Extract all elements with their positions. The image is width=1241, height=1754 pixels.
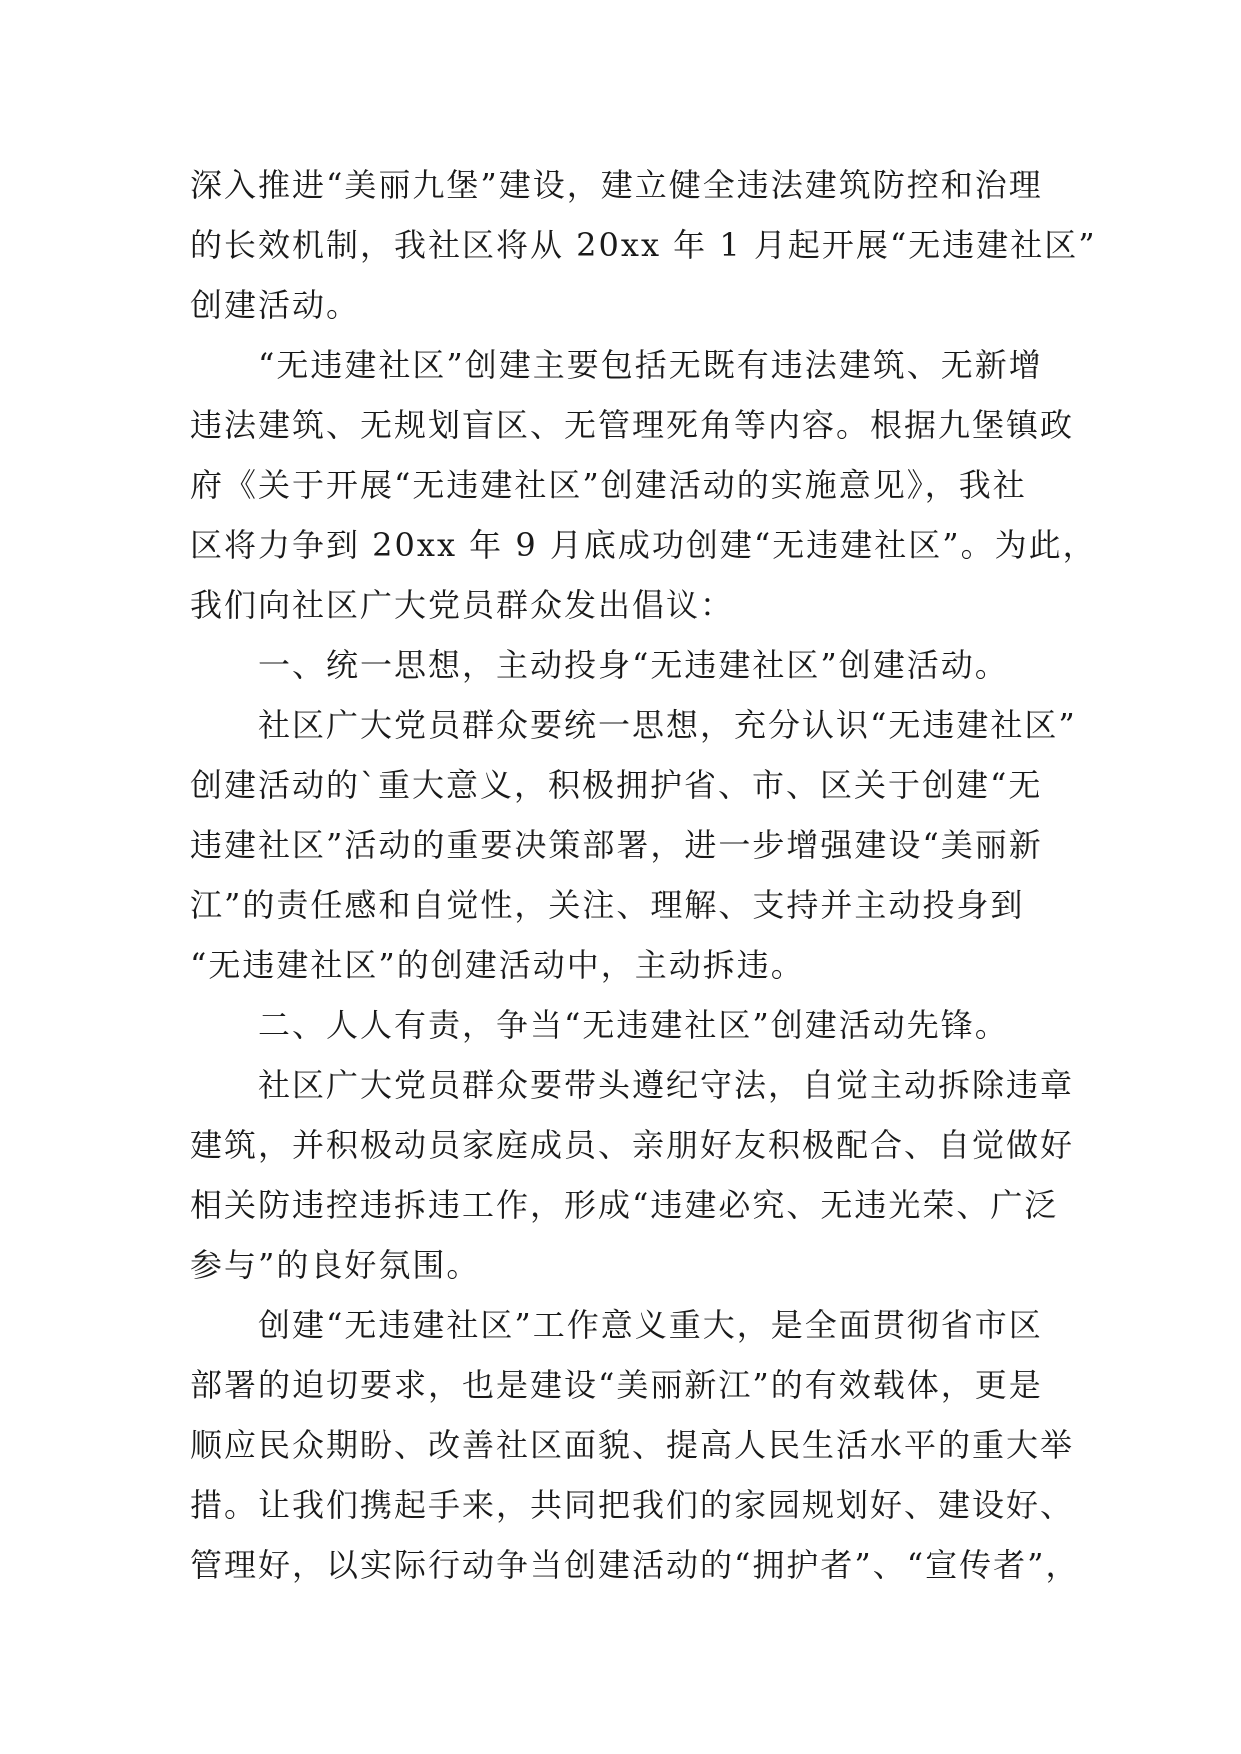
text-line: 社区广大党员群众要带头遵纪守法，自觉主动拆除违章 — [190, 1066, 1075, 1104]
text-line: 部署的迫切要求，也是建设“美丽新江”的有效载体，更是 — [190, 1366, 1043, 1404]
text-line: 区将力争到 20xx 年 9 月底成功创建“无违建社区”。为此， — [190, 526, 1097, 564]
text-line: 社区广大党员群众要统一思想，充分认识“无违建社区” — [190, 706, 1077, 744]
text-line: 相关防违控违拆违工作，形成“违建必究、无违光荣、广泛 — [190, 1186, 1059, 1224]
text-line: 建筑，并积极动员家庭成员、亲朋好友积极配合、自觉做好 — [190, 1126, 1075, 1164]
text-line: “无违建社区”的创建活动中，主动拆违。 — [190, 946, 805, 984]
text-line: 一、统一思想，主动投身“无违建社区”创建活动。 — [190, 646, 1009, 684]
text-line: 江”的责任感和自觉性，关注、理解、支持并主动投身到 — [190, 886, 1025, 924]
text-line: 深入推进“美丽九堡”建设，建立健全违法建筑防控和治理 — [190, 166, 1043, 204]
text-line: 创建“无违建社区”工作意义重大，是全面贯彻省市区 — [190, 1306, 1043, 1344]
text-line: 创建活动的`重大意义，积极拥护省、市、区关于创建“无 — [190, 766, 1043, 804]
text-line: 违法建筑、无规划盲区、无管理死角等内容。根据九堡镇政 — [190, 406, 1075, 444]
text-line: 违建社区”活动的重要决策部署，进一步增强建设“美丽新 — [190, 826, 1043, 864]
text-line: 措。让我们携起手来，共同把我们的家园规划好、建设好、 — [190, 1486, 1075, 1524]
text-line: 二、人人有责，争当“无违建社区”创建活动先锋。 — [190, 1006, 1009, 1044]
text-line: 参与”的良好氛围。 — [190, 1246, 481, 1284]
text-line: 的长效机制，我社区将从 20xx 年 1 月起开展“无违建社区” — [190, 226, 1097, 264]
text-line: 我们向社区广大党员群众发出倡议： — [190, 586, 735, 624]
text-line: “无违建社区”创建主要包括无既有违法建筑、无新增 — [190, 346, 1043, 384]
text-line: 创建活动。 — [190, 286, 361, 324]
text-line: 顺应民众期盼、改善社区面貌、提高人民生活水平的重大举 — [190, 1426, 1075, 1464]
text-line: 管理好，以实际行动争当创建活动的“拥护者”、“宣传者”， — [190, 1546, 1080, 1584]
text-line: 府《关于开展“无违建社区”创建活动的实施意见》，我社 — [190, 466, 1027, 504]
document-body — [190, 155, 1097, 1595]
